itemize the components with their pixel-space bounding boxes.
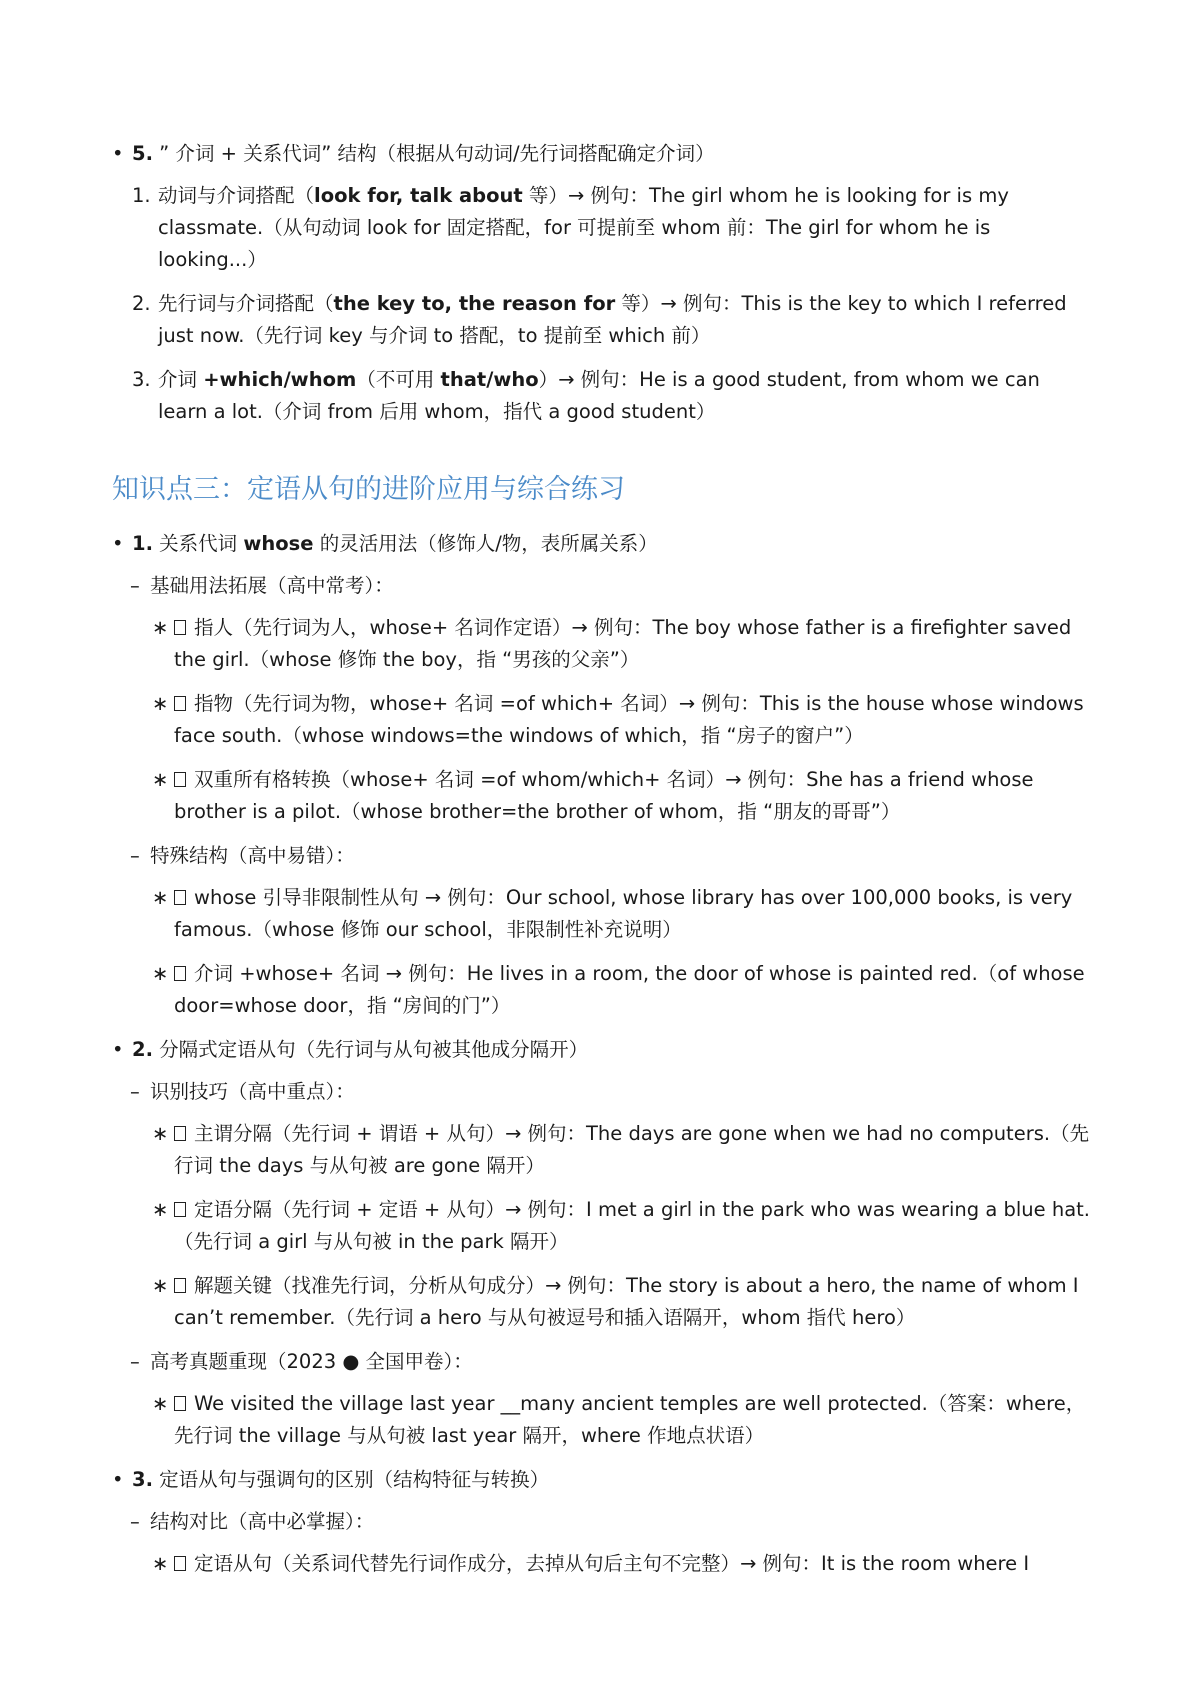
dash-icon: – [130, 1080, 140, 1103]
checkbox-icon [174, 620, 186, 635]
item-text: 定语分隔（先行词 + 定语 + 从句）→ 例句：I met a girl in the park who was wearing a blue hat.（先行词 a girl 与从句被 in the park 隔开） [174, 1198, 1090, 1253]
checkbox-icon [174, 1396, 186, 1411]
item-text: 主谓分隔（先行词 + 谓语 + 从句）→ 例句：The days are gone when we had no computers.（先行词 the days 与从句被 are gone 隔开） [174, 1122, 1090, 1177]
checkbox-icon [174, 890, 186, 905]
star-icon: ∗ [152, 1122, 169, 1145]
bold-text: the key to, the reason for [333, 292, 616, 315]
sub-heading-text: 结构对比（高中必掌握）： [150, 1510, 375, 1533]
list-item-point3 [112, 1464, 1090, 1496]
sub-heading [112, 1506, 1090, 1538]
star-item [112, 688, 1090, 752]
star-icon: ∗ [152, 1274, 169, 1297]
item-text: 双重所有格转换（whose+ 名词 =of whom/which+ 名词）→ 例句：She has a friend whose brother is a pilot.（whose brother=the brother of whom，指 “朋友的哥哥”） [174, 768, 1034, 823]
item-number: 1. [132, 532, 153, 555]
checkbox-icon [174, 1126, 186, 1141]
item-text: 等）→ 例句：The girl whom he is looking for is my classmate.（从句动词 look for 固定搭配，for 可提前至 whom 前：The girl for whom he is looking...） [158, 184, 1009, 271]
item-text: 定语从句与强调句的区别（结构特征与转换） [152, 1468, 550, 1491]
item-text: ” 介词 + 关系代词” 结构（根据从句动词/先行词搭配确定介词） [152, 142, 715, 165]
item-number: 2. [132, 292, 151, 315]
star-icon: ∗ [152, 768, 169, 791]
sub-heading [112, 840, 1090, 872]
checkbox-icon [174, 772, 186, 787]
item-text: 指物（先行词为物，whose+ 名词 =of which+ 名词）→ 例句：This is the house whose windows face south.（whose windows=the windows of which，指 “房子的窗户”） [174, 692, 1084, 747]
item-text: 指人（先行词为人，whose+ 名词作定语）→ 例句：The boy whose father is a firefighter saved the girl.（whose 修饰 the boy，指 “男孩的父亲”） [174, 616, 1072, 671]
sub-heading [112, 1346, 1090, 1378]
item-text: 先行词与介词搭配（ [158, 292, 334, 315]
bold-text: whose [243, 532, 314, 555]
list-item-point2 [112, 1034, 1090, 1066]
numbered-item [112, 364, 1090, 428]
bullet-icon: • [112, 1038, 124, 1061]
list-item-point1 [112, 528, 1090, 560]
item-number: 2. [132, 1038, 153, 1061]
item-text: 介词 [158, 368, 204, 391]
dash-icon: – [130, 1350, 140, 1373]
checkbox-icon [174, 1278, 186, 1293]
star-icon: ∗ [152, 1198, 169, 1221]
star-item [112, 958, 1090, 1022]
item-text: 关系代词 [152, 532, 244, 555]
item-text: 动词与介词搭配（ [158, 184, 315, 207]
item-text: 定语从句（关系词代替先行词作成分，去掉从句后主句不完整）→ 例句：It is the room where I [194, 1552, 1030, 1575]
checkbox-icon [174, 1202, 186, 1217]
item-number: 3. [132, 368, 151, 391]
sub-heading [112, 1076, 1090, 1108]
bullet-icon: • [112, 142, 124, 165]
sub-heading-text: 特殊结构（高中易错）： [150, 844, 355, 867]
star-item [112, 1548, 1090, 1580]
dash-icon: – [130, 1510, 140, 1533]
star-icon: ∗ [152, 962, 169, 985]
item-text: We visited the village last year __many ancient temples are well protected.（答案：where，先行词 the village 与从句被 last year 隔开，where 作地点状语） [174, 1392, 1086, 1447]
checkbox-icon [174, 1556, 186, 1571]
item-text: whose 引导非限制性从句 → 例句：Our school, whose library has over 100,000 books, is very famous.（whose 修饰 our school，非限制性补充说明） [174, 886, 1073, 941]
star-icon: ∗ [152, 692, 169, 715]
section-heading: 知识点三：定语从句的进阶应用与综合练习 [112, 474, 625, 505]
star-icon: ∗ [152, 1392, 169, 1415]
item-text: 等）→ 例句：This is the key to which I referred just now.（先行词 key 与介词 to 搭配，to 提前至 which 前） [158, 292, 1067, 347]
sub-heading [112, 570, 1090, 602]
star-item [112, 1388, 1090, 1452]
bullet-icon: • [112, 1468, 124, 1491]
item-text: ）→ 例句：He is a good student, from whom we can learn a lot.（介词 from 后用 whom，指代 a good student） [158, 368, 1040, 423]
star-item [112, 612, 1090, 676]
star-icon: ∗ [152, 1552, 169, 1575]
item-text: 解题关键（找准先行词，分析从句成分）→ 例句：The story is about a hero, the name of whom I can’t remember.（先行词 a hero 与从句被逗号和插入语隔开，whom 指代 hero） [174, 1274, 1079, 1329]
star-item [112, 1118, 1090, 1182]
numbered-item [112, 288, 1090, 352]
numbered-item [112, 180, 1090, 276]
bold-text: +which/whom [203, 368, 357, 391]
dash-icon: – [130, 574, 140, 597]
numbered-list [112, 180, 1090, 428]
item-text: 介词 +whose+ 名词 → 例句：He lives in a room, the door of whose is painted red.（of whose door=whose door，指 “房间的门”） [174, 962, 1085, 1017]
page-content [112, 128, 1090, 1592]
bullet-icon: • [112, 532, 124, 555]
item-number: 5. [132, 142, 153, 165]
dash-icon: – [130, 844, 140, 867]
star-icon: ∗ [152, 616, 169, 639]
item-text: 的灵活用法（修饰人/物，表所属关系） [313, 532, 658, 555]
sub-heading-text: 识别技巧（高中重点）： [150, 1080, 355, 1103]
star-item [112, 1194, 1090, 1258]
bold-text: that/who [440, 368, 539, 391]
star-item [112, 882, 1090, 946]
checkbox-icon [174, 966, 186, 981]
sub-heading-text: 高考真题重现（2023 ● 全国甲卷）： [150, 1350, 473, 1373]
star-item [112, 764, 1090, 828]
star-item [112, 1270, 1090, 1334]
bold-text: look for, talk about [314, 184, 523, 207]
checkbox-icon [174, 696, 186, 711]
item-number: 1. [132, 184, 151, 207]
item-text: （不可用 [356, 368, 441, 391]
list-item-sec5 [112, 138, 1090, 170]
sub-heading-text: 基础用法拓展（高中常考）： [150, 574, 394, 597]
star-icon: ∗ [152, 886, 169, 909]
item-text: 分隔式定语从句（先行词与从句被其他成分隔开） [152, 1038, 589, 1061]
item-number: 3. [132, 1468, 153, 1491]
